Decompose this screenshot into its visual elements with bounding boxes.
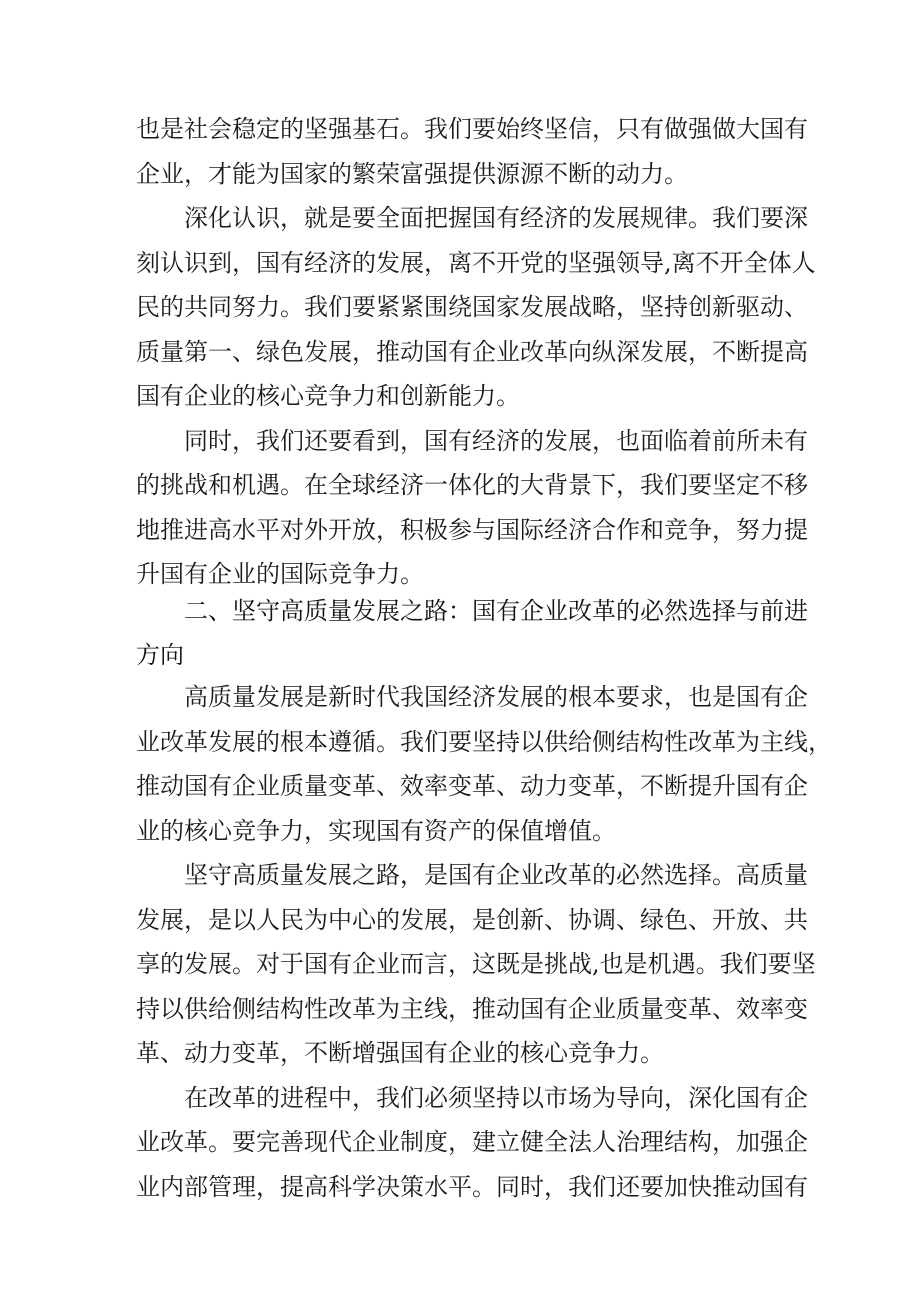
section-heading xyxy=(136,589,808,677)
paragraph-line: 享的发展。对于国有企业而言，这既是挑战,也是机遇。我们要坚 xyxy=(136,950,816,978)
paragraph-first-line: 深化认识，就是要全面把握国有经济的发展规律。我们要深 xyxy=(184,204,808,232)
paragraph-line: 业的核心竞争力，实现国有资产的保值增值。 xyxy=(136,816,616,845)
paragraph-line: 也是社会稳定的坚强基石。我们要始终坚信，只有做强做大国有 xyxy=(136,115,808,143)
paragraph-line: 民的共同努力。我们要紧紧围绕国家发展战略，坚持创新驱动、 xyxy=(136,293,808,321)
paragraph-first-line: 在改革的进程中，我们必须坚持以市场为导向，深化国有企 xyxy=(184,1083,808,1112)
paragraph-line: 的挑战和机遇。在全球经济一体化的大背景下，我们要坚定不移 xyxy=(136,471,808,499)
paragraph-line: 业改革发展的根本遵循。我们要坚持以供给侧结构性改革为主线， xyxy=(136,727,832,756)
paragraph-line: 刻认识到，国有经济的发展，离不开党的坚强领导,离不开全体人 xyxy=(136,248,816,277)
paragraph-line: 持以供给侧结构性改革为主线，推动国有企业质量变革、效率变 xyxy=(136,994,808,1023)
body-text-section-1 xyxy=(136,107,816,597)
paragraph-first-line: 高质量发展是新时代我国经济发展的根本要求，也是国有企 xyxy=(184,683,808,711)
paragraph-line: 企业，才能为国家的繁荣富强提供源源不断的动力。 xyxy=(136,159,688,188)
paragraph-line: 业改革。要完善现代企业制度，建立健全法人治理结构，加强企 xyxy=(136,1128,808,1156)
paragraph-line: 质量第一、绿色发展，推动国有企业改革向纵深发展，不断提高 xyxy=(136,337,808,366)
paragraph-line: 地推进高水平对外开放，积极参与国际经济合作和竞争，努力提 xyxy=(136,515,808,544)
paragraph-line: 业内部管理，提高科学决策水平。同时，我们还要加快推动国有 xyxy=(136,1172,808,1201)
paragraph-first-line: 坚守高质量发展之路，是国有企业改革的必然选择。高质量 xyxy=(184,861,808,889)
paragraph-line: 革、动力变革，不断增强国有企业的核心竞争力。 xyxy=(136,1039,664,1067)
paragraph-line: 发展，是以人民为中心的发展，是创新、协调、绿色、开放、共 xyxy=(136,905,808,934)
body-text-section-2 xyxy=(136,675,832,1209)
paragraph-line: 国有企业的核心竞争力和创新能力。 xyxy=(136,382,520,410)
paragraph-line: 推动国有企业质量变革、效率变革、动力变革，不断提升国有企 xyxy=(136,772,808,800)
section-heading-line: 方向 xyxy=(136,641,184,669)
paragraph-line: 升国有企业的国际竞争力。 xyxy=(136,560,424,588)
paragraph-first-line: 同时，我们还要看到，国有经济的发展，也面临着前所未有 xyxy=(184,426,808,455)
section-heading-line: 二、坚守高质量发展之路：国有企业改革的必然选择与前进 xyxy=(184,597,808,625)
